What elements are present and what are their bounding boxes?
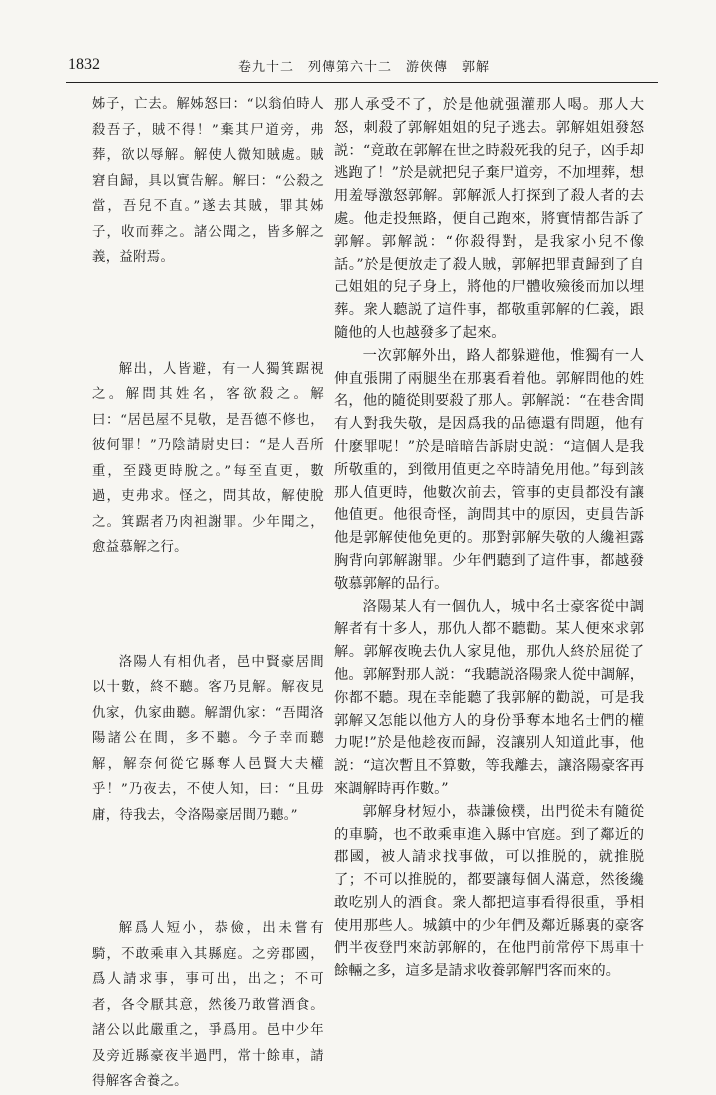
translation-paragraph: 洛陽某人有一個仇人，城中名士豪客從中調解者有十多人，那仇人都不聽勸。某人便來求郭解。郭解夜晚去仇人家見他，那仇人終於屈從了他。郭解對那人説：“我聽説洛陽衆人從中調解，你都不聽。現在幸能聽了我郭解的勸説，可是我郭解又怎能以他方人的身份爭奪本地名士們的權力呢!”於是他趁夜而歸，沒讓别人知道此事，他説：“這次暫且不算數，等我離去，讓洛陽豪客再來調解時再作數。” bbox=[334, 598, 644, 797]
page-number: 1832 bbox=[68, 56, 100, 73]
translation-paragraph: 那人承受不了，於是他就强灌那人喝。那人大怒，刺殺了郭解姐姐的兒子逃去。郭解姐姐發怒説：“竟敢在郭解在世之時殺死我的兒子，凶手却逃跑了！”於是就把兒子棄尸道旁，不加埋葬，想用羞辱激怒郭解。郭解派人打探到了殺人者的去處。他走投無路，便自己跑來，將實情都告訴了郭解。郭解説：“你殺得對，是我家小兒不像話。”於是便放走了殺人賊，郭解把罪責歸到了自己姐姐的兒子身上，將他的尸體收殮後而加以埋葬。衆人聽説了這件事，都敬重郭解的仁義，跟隨他的人也越發多了起來。 bbox=[334, 97, 644, 341]
classical-text-column bbox=[92, 92, 324, 1095]
classical-paragraph: 解出，人皆避，有一人獨箕踞視之。解問其姓名，客欲殺之。解曰：“居邑屋不見敬，是吾德不修也，彼何罪！”乃陰請尉史曰：“是人吾所重，至踐更時脫之。”每至直更，數過，吏弗求。怪之，問其故，解使脫之。箕踞者乃肉袒謝罪。少年聞之，愈益慕解之行。 bbox=[92, 361, 324, 555]
translation-paragraph: 郭解身材短小，恭謙儉樸，出門從未有隨從的車騎，也不敢乘車進入縣中官庭。到了鄰近的郡國，被人請求找事做，可以推脱的，就推脱了；不可以推脱的，都要讓每個人滿意，然後纔敢吃别人的酒食。衆人都把這事看得很重，爭相使用那些人。城鎮中的少年們及鄰近縣裏的豪客們半夜登門來訪郭解的，在他門前常停下馬車十餘輛之多，這多是請求收養郭解門客而來的。 bbox=[334, 803, 644, 980]
classical-paragraph: 洛陽人有相仇者，邑中賢豪居間以十數，終不聽。客乃見解。解夜見仇家，仇家曲聽。解謂仇家：“吾聞洛陽諸公在間，多不聽。今子幸而聽解，解奈何從它縣奪人邑賢大夫權乎！”乃夜去，不使人知，曰：“且毋庸，待我去，令洛陽豪居間乃聽。” bbox=[92, 654, 324, 823]
classical-paragraph: 姊子，亡去。解姊怒曰：“以翁伯時人殺吾子，賊不得！”棄其尸道旁，弗葬，欲以辱解。解使人微知賊處。賊窘自歸，具以實告解。解曰：“公殺之當，吾兒不直。”遂去其賊，罪其姊子，收而葬之。諸公聞之，皆多解之義，益附焉。 bbox=[92, 97, 324, 265]
translation-text-column bbox=[334, 94, 644, 983]
running-head: 卷九十二 列傳第六十二 游俠傳 郭解 bbox=[238, 60, 491, 75]
translation-paragraph: 一次郭解外出，路人都躲避他，惟獨有一人伸直張開了兩腿坐在那裏看着他。郭解問他的姓名，他的隨從則要殺了那人。郭解説：“在巷舍間有人對我失敬，是因爲我的品德還有問題，他有什麽罪呢！”於是暗暗告訴尉史説：“這個人是我所敬重的，到徵用值更之卒時請免用他。”每到該那人值更時，他數次前去，管事的吏員都没有讓他值更。他很奇怪，詢問其中的原因，吏員告訴他是郭解使他免更的。那對郭解失敬的人纔袒露胸背向郭解謝罪。少年們聽到了這件事，都越發敬慕郭解的品行。 bbox=[334, 347, 644, 592]
classical-paragraph: 解爲人短小，恭儉，出未嘗有騎，不敢乘車入其縣庭。之旁郡國，爲人請求事，事可出，出之；不可者，各令厭其意，然後乃敢嘗酒食。諸公以此嚴重之，爭爲用。邑中少年及旁近縣豪夜半過門，常十餘車，請得解客舍養之。 bbox=[92, 921, 324, 1089]
header-rule bbox=[66, 82, 658, 83]
